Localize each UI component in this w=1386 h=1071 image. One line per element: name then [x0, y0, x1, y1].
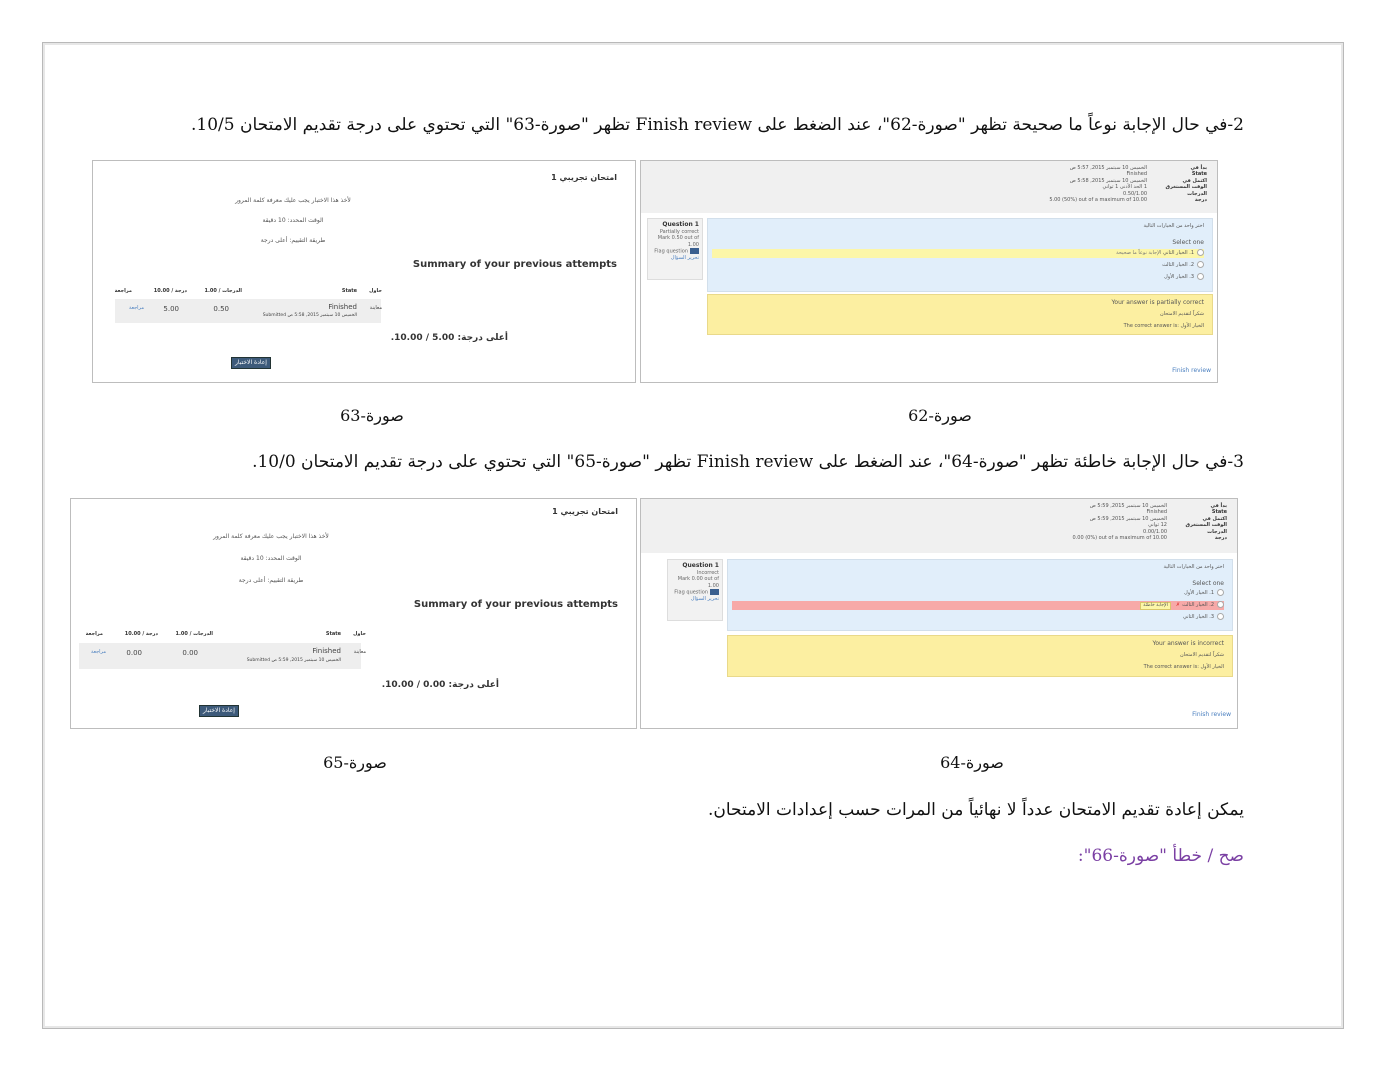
- best-grade: أعلى درجة: 5.00 / 10.00.: [390, 333, 508, 343]
- answer-option[interactable]: 2. الخيار الثالث: [712, 261, 1204, 270]
- quiz-time-limit: الوقت المحدد: 10 دقيقة: [240, 555, 302, 562]
- review-link[interactable]: مراجعة: [128, 305, 144, 311]
- select-one-label: Select one: [1192, 580, 1224, 587]
- figure-62-review-screenshot: [640, 160, 1218, 383]
- question-number: Question 1: [662, 221, 699, 228]
- feedback-correct-answer: The correct answer is: الخيار الأول: [1143, 664, 1224, 670]
- wrong-x-icon: ✗: [1175, 602, 1181, 608]
- summary-row: درجة 5.00 (50%) out of a maximum of 10.00: [1049, 197, 1207, 204]
- feedback-thanks: شكراً لتقديم الامتحان: [1179, 652, 1224, 658]
- radio-checked-icon: [1197, 249, 1204, 256]
- th-marks: الدرجات / 1.00: [204, 288, 242, 294]
- question-info-box: [667, 559, 723, 621]
- cell-marks: 0.00: [182, 649, 198, 657]
- answer-option[interactable]: 2. الخيار الثالث✗الإجابة خاطئة: [732, 601, 1224, 610]
- summary-row: الوقت المستغرق 12 ثواني: [1148, 522, 1227, 529]
- summary-row: بدأ في الخميس 10 سبتمبر 2015, 5:59 ص: [1089, 503, 1227, 509]
- feedback-correct-answer: The correct answer is: الخيار الأول: [1123, 323, 1204, 329]
- select-one-label: Select one: [1172, 239, 1204, 246]
- summary-row: الدرجات 0.50/1.00: [1123, 190, 1207, 197]
- figure-63-summary-screenshot: [92, 160, 636, 383]
- paragraph-incorrect: 3-في حال الإجابة خاطئة تظهر "صورة-64"، عند الضغط على Finish review تظهر "صورة-65" التي تحتوي على درجة تقديم الامتحان 10/0.: [252, 452, 1244, 472]
- summary-row: اكتمل في الخميس 10 سبتمبر 2015, 5:58 ص: [1069, 177, 1207, 184]
- figure-65-summary-screenshot: [70, 498, 637, 729]
- quiz-password-info: لأخذ هذا الاختبار يجب عليك معرفة كلمة المرور: [235, 197, 351, 204]
- review-link[interactable]: مراجعة: [90, 649, 106, 655]
- review-summary-table: [1049, 165, 1207, 203]
- th-attempt: حاول: [369, 288, 382, 294]
- question-state: Partially correct: [659, 228, 699, 235]
- flag-icon: [690, 248, 699, 254]
- caption-fig62: صورة-62: [908, 406, 972, 425]
- th-review: مراجعة: [85, 631, 103, 637]
- flag-question[interactable]: Flag question: [671, 589, 719, 596]
- radio-icon: [1217, 613, 1224, 620]
- quiz-time-limit: الوقت المحدد: 10 دقيقة: [262, 217, 324, 224]
- radio-icon: [1197, 261, 1204, 268]
- answer-option[interactable]: 1. الخيار الثاني الإجابة نوعاً ما صحيحة: [712, 249, 1204, 258]
- question-prompt: اختر واحد من الخيارات التالية: [1143, 223, 1204, 229]
- th-grade: درجة / 10.00: [124, 631, 158, 637]
- quiz-password-info: لأخذ هذا الاختبار يجب عليك معرفة كلمة المرور: [213, 533, 329, 540]
- summary-heading: Summary of your previous attempts: [412, 259, 617, 270]
- quiz-title: امتحان تجريبي 1: [552, 507, 618, 516]
- answer-option[interactable]: 3. الخيار الثاني: [732, 613, 1224, 622]
- radio-icon: [1197, 273, 1204, 280]
- feedback-title: Your answer is partially correct: [1111, 299, 1204, 306]
- th-state: State: [325, 631, 341, 637]
- answer-feedback-box: [707, 294, 1213, 335]
- review-summary-table: [1073, 503, 1228, 541]
- finish-review-link[interactable]: Finish review: [1172, 367, 1211, 374]
- question-text-box: [707, 218, 1213, 292]
- summary-row: درجة 0.00 (0%) out of a maximum of 10.00: [1072, 535, 1227, 542]
- best-grade: أعلى درجة: 0.00 / 10.00.: [381, 680, 499, 690]
- summary-row: الدرجات 0.00/1.00: [1143, 528, 1227, 535]
- finish-review-link[interactable]: Finish review: [1192, 711, 1231, 718]
- feedback-title: Your answer is incorrect: [1152, 640, 1224, 647]
- th-attempt: حاول: [353, 631, 366, 637]
- question-text-box: [727, 559, 1233, 631]
- figure-64-review-screenshot: [640, 498, 1238, 729]
- th-review: مراجعة: [114, 288, 132, 294]
- th-grade: درجة / 10.00: [153, 288, 187, 294]
- caption-fig64: صورة-64: [940, 753, 1004, 772]
- summary-row: State Finished: [1126, 171, 1207, 178]
- feedback-thanks: شكراً لتقديم الامتحان: [1159, 311, 1204, 317]
- answer-feedback-box: [727, 635, 1233, 677]
- edit-question-link[interactable]: تحرير السؤال: [670, 255, 699, 261]
- reattempt-button[interactable]: إعادة الاختبار: [199, 705, 239, 717]
- cell-attempt: معاينة: [353, 649, 366, 655]
- caption-fig65: صورة-65: [323, 753, 387, 772]
- summary-row: بدأ في الخميس 10 سبتمبر 2015, 5:57 ص: [1069, 165, 1207, 171]
- cell-grade: 0.00: [126, 649, 142, 657]
- radio-icon: [1217, 589, 1224, 596]
- cell-state: Finished: [312, 647, 341, 655]
- summary-row: اكتمل في الخميس 10 سبتمبر 2015, 5:59 ص: [1089, 515, 1227, 522]
- summary-row: الوقت المستغرق 1 الحد الأدنى 1 ثواني: [1102, 184, 1207, 191]
- question-mark: Mark 0.50 out of 1.00: [657, 235, 699, 248]
- caption-fig63: صورة-63: [340, 406, 404, 425]
- review-summary-panel: [641, 499, 1237, 553]
- paragraph-retake-info: يمكن إعادة تقديم الامتحان عدداً لا نهائياً من المرات حسب إعدادات الامتحان.: [707, 800, 1244, 820]
- th-marks: الدرجات / 1.00: [175, 631, 213, 637]
- question-mark: Mark 0.00 out of 1.00: [677, 576, 719, 589]
- radio-checked-icon: [1217, 601, 1224, 608]
- cell-submitted: Submitted الخميس 10 سبتمبر 2015, 5:59 ص: [246, 658, 341, 663]
- quiz-title: امتحان تجريبي 1: [551, 173, 617, 182]
- quiz-grading-method: طريقة التقييم: أعلى درجة: [260, 237, 326, 244]
- heading-true-false: صح / خطأ "صورة-66":: [1077, 846, 1244, 866]
- answer-option[interactable]: 1. الخيار الأول: [732, 589, 1224, 598]
- summary-row: State Finished: [1146, 509, 1227, 516]
- answer-option[interactable]: 3. الخيار الأول: [712, 273, 1204, 282]
- reattempt-button[interactable]: إعادة الاختبار: [231, 357, 271, 369]
- cell-attempt: معاينة: [369, 305, 382, 311]
- flag-question[interactable]: Flag question: [651, 248, 699, 255]
- flag-icon: [710, 589, 719, 595]
- cell-marks: 0.50: [213, 305, 229, 313]
- review-summary-panel: [641, 161, 1217, 213]
- attempts-table: [71, 499, 637, 729]
- edit-question-link[interactable]: تحرير السؤال: [690, 596, 719, 602]
- question-prompt: اختر واحد من الخيارات التالية: [1163, 564, 1224, 570]
- question-number: Question 1: [682, 562, 719, 569]
- question-state: Incorrect: [696, 569, 719, 576]
- cell-state: Finished: [328, 303, 357, 311]
- attempts-table: [93, 161, 636, 383]
- cell-submitted: Submitted الخميس 10 سبتمبر 2015, 5:58 ص: [262, 313, 357, 318]
- paragraph-partially-correct: 2-في حال الإجابة نوعاً ما صحيحة تظهر "صورة-62"، عند الضغط على Finish review تظهر "صورة-63" التي تحتوي على درجة تقديم الامتحان 10/5.: [190, 115, 1244, 135]
- question-info-box: [647, 218, 703, 280]
- summary-heading: Summary of your previous attempts: [413, 599, 618, 610]
- cell-grade: 5.00: [163, 305, 179, 313]
- quiz-grading-method: طريقة التقييم: أعلى درجة: [238, 577, 304, 584]
- th-state: State: [341, 288, 357, 294]
